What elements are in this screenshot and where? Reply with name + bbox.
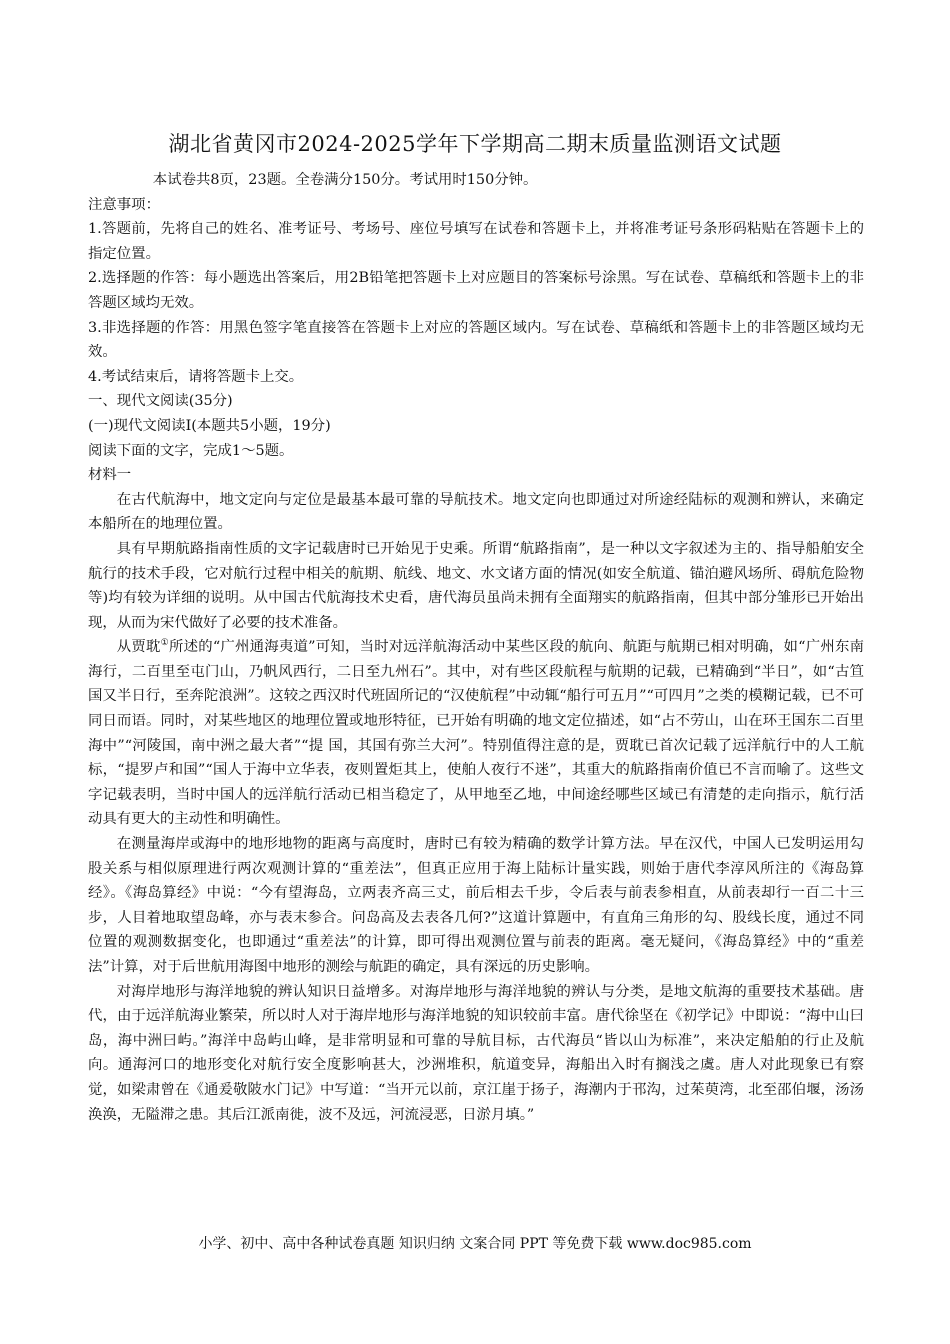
subsection-heading: (一)现代文阅读Ⅰ(本题共5小题，19分) — [88, 417, 331, 434]
exam-title: 湖北省黄冈市2024-2025学年下学期高二期末质量监测语文试题 — [168, 132, 782, 156]
notice-item: 2.选择题的作答：每小题选出答案后，用2B铅笔把答题卡上对应题目的答案标号涂黑。写在试卷、草稿纸和答题卡上的非答题区域均无效。 — [88, 270, 864, 311]
paragraph-4: 在测量海岸或海中的地形地物的距离与高度时，唐时已有较为精确的数学计算方法。早在汉代，中国人已发明运用勾股关系与相似原理进行两次观测计算的“重差法”，但真正应用于海上陆标计量实践，则始于唐代李淳风所注的《海岛算经》。《海岛算经》中说：“今有望海岛，立两表齐高三丈，前后相去千步，令后表与前表参相直，从前表却行一百二十三步，人目着地取望岛峰，亦与表末参合。问岛高及去表各几何?”这道计算题中，有直角三角形的勾、股线长度，通过不同位置的观测数据变化，也即通过“重差法”的计算，即可得出观测位置与前表的距离。毫无疑问，《海岛算经》中的“重差法”计算，对于后世航用海图中地形的测绘与航距的确定，具有深远的历史影响。 — [88, 836, 864, 975]
paragraph-2: 具有早期航路指南性质的文字记载唐时已开始见于史乘。所谓“航路指南”，是一种以文字叙述为主的、指导船舶安全航行的技术手段，它对航行过程中相关的航期、航线、地文、水文诸方面的情况(如安全航道、锚泊避风场所、碍航危险物等)均有较为详细的说明。从中国古代航海技术史看，唐代海员虽尚未拥有全面翔实的航路指南，但其中部分雏形已开始出现，从而为宋代做好了必要的技术准备。 — [88, 540, 864, 631]
paragraph-3 — [88, 635, 864, 832]
footnote-marker: ① — [160, 638, 169, 649]
exam-intro: 本试卷共8页，23题。全卷满分150分。考试用时150分钟。 — [152, 172, 538, 188]
paragraph-3-lead: 从贾耽 — [116, 639, 161, 656]
notice-item: 4.考试结束后，请将答题卡上交。 — [88, 368, 304, 385]
reading-instruction: 阅读下面的文字，完成1～5题。 — [88, 442, 294, 459]
notice-heading: 注意事项： — [88, 196, 160, 213]
notice-item: 3.非选择题的作答：用黑色签字笔直接答在答题卡上对应的答题区域内。写在试卷、草稿纸和答题卡上的非答题区域均无效。 — [88, 319, 864, 361]
footer-note: 小学、初中、高中各种试卷真题 知识归纳 文案合同 PPT 等免费下载 www.doc985.com — [198, 1236, 752, 1252]
exam-body — [88, 168, 864, 1127]
paragraph-3-text: 所述的“广州通海夷道”可知，当时对远洋航海活动中某些区段的航向、航距与航期已相对明确，如“广州东南海行，二百里至屯门山，乃帆风西行，二日至九州石”。其中，对有些区段航程与航期的记载，已精确到“半日”，如“古笪国又半日行，至奔陀浪洲”。这较之西汉时代班固所记的“汉使航程”中动辄“船行可五月”“可四月”之类的模糊记载，已不可同日而语。同时，对某些地区的地理位置或地形特征，已开始有明确的地文定位描述，如“占不劳山，山在环王国东二百里海中”“河陵国，南中洲之最大者”“提 国，其国有弥兰大河”。特别值得注意的是，贾耽已首次记载了远洋航行中的人工航标，“提罗卢和国”“国人于海中立华表，夜则置炬其上，使舶人夜行不迷”，其重大的航路指南价值已不言而喻了。这些文字记载表明，当时中国人的远洋航行活动已相当稳定了，从甲地至乙地，中间途经哪些区域已有清楚的走向指示，航行活动具有更大的主动性和明确性。 — [88, 639, 864, 828]
section-heading: 一、现代文阅读(35分) — [88, 393, 233, 410]
paragraph-5: 对海岸地形与海洋地貌的辨认知识日益增多。对海岸地形与海洋地貌的辨认与分类，是地文航海的重要技术基础。唐代，由于远洋航海业繁荣，所以时人对于海岸地形与海洋地貌的知识较前丰富。唐代徐坚在《初学记》中即说：“海中山曰岛，海中洲曰屿。”海洋中岛屿山峰，是非常明显和可靠的导航目标，古代海员“皆以山为标准”，来决定船舶的行止及航向。通海河口的地形变化对航行安全度影响甚大，沙洲堆积，航道变异，海船出入时有搁浅之虞。唐人对此现象已有察觉，如梁肃曾在《通爰敬陂水门记》中写道：“当开元以前，京江崖于扬子，海潮内于邗沟，过茱萸湾，北至邵伯堰，汤汤涣涣，无隘滞之患。其后江派南徙，波不及远，河流浸恶，日淤月填。” — [88, 983, 864, 1123]
paragraph-1: 在古代航海中，地文定向与定位是最基本最可靠的导航技术。地文定向也即通过对所途经陆标的观测和辨认，来确定本船所在的地理位置。 — [88, 491, 864, 533]
notice-item: 1.答题前，先将自己的姓名、准考证号、考场号、座位号填写在试卷和答题卡上，并将准考证号条形码粘贴在答题卡上的指定位置。 — [88, 221, 864, 262]
material-label: 材料一 — [88, 467, 132, 484]
